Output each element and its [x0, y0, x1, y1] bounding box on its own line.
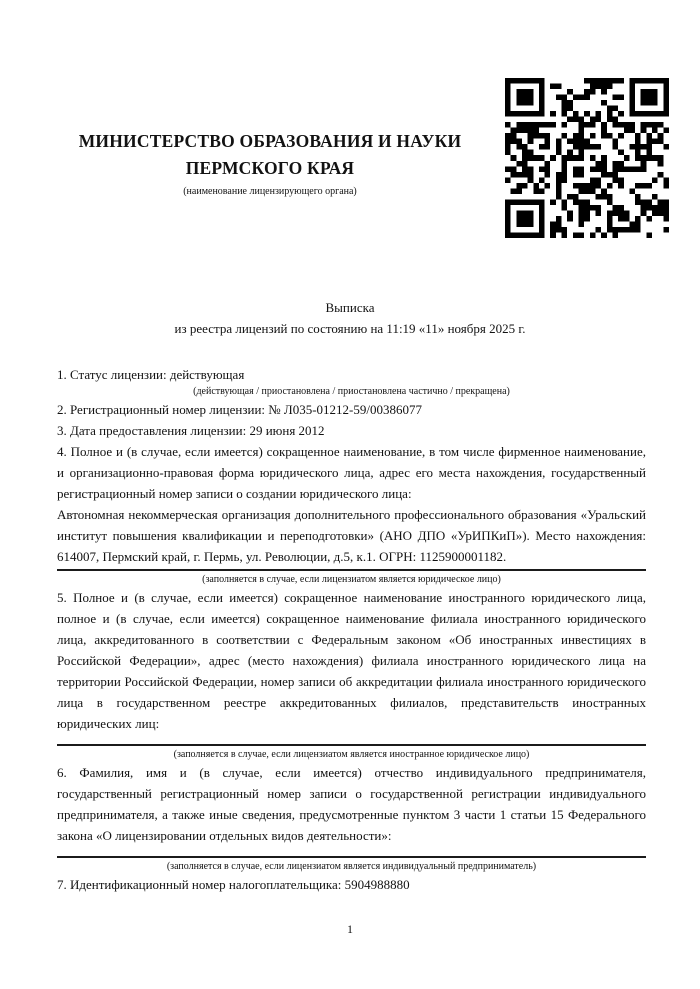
document-title — [0, 297, 700, 339]
org-name-caption: (наименование лицензирующего органа) — [183, 186, 357, 197]
document-body — [57, 364, 646, 895]
item-5-empty-value — [57, 734, 646, 744]
item-1-license-status: 1. Статус лицензии: действующая — [57, 367, 245, 382]
item-5-caption: (заполняется в случае, если лицензиатом является иностранное юридическое лицо) — [173, 749, 530, 760]
item-4-caption: (заполняется в случае, если лицензиатом является юридическое лицо) — [202, 574, 501, 585]
document-title-line1: Выписка — [325, 300, 375, 315]
item-5-fill-line — [57, 744, 646, 746]
item-5-foreign-entity-label: 5. Полное и (в случае, если имеется) сокращенное наименование иностранного юридического лица, полное и (в случае, если имеется) сокращенное наименование филиала иностранного юридического лица, аккредитованного в соответствии с Федеральным законом «Об иностранных инвестициях в Российской Федерации», адрес (место нахождения) филиала иностранного юридического лица на территории Российской Федерации, номер записи об аккредитации филиала иностранного юридического лица в государственном реестре аккредитованных филиалов, представительств иностранных юридических лиц: — [57, 590, 646, 731]
org-name-line1: МИНИСТЕРСТВО ОБРАЗОВАНИЯ И НАУКИ — [78, 131, 462, 151]
item-2-registration-number: 2. Регистрационный номер лицензии: № Л035-01212-59/00386077 — [57, 402, 423, 417]
item-6-caption: (заполняется в случае, если лицензиатом является индивидуальный предприниматель) — [166, 861, 537, 872]
org-name-line2: ПЕРМСКОГО КРАЯ — [185, 158, 355, 178]
item-6-fill-line — [57, 856, 646, 858]
item-3-license-date: 3. Дата предоставления лицензии: 29 июня 2012 — [57, 423, 325, 438]
item-6-empty-value — [57, 846, 646, 856]
licensing-authority-header — [40, 128, 500, 198]
qr-code — [505, 78, 669, 238]
item-4-fill-line — [57, 569, 646, 571]
item-6-entrepreneur-label: 6. Фамилия, имя и (в случае, если имеется) отчество индивидуального предпринимателя, государственный регистрационный номер записи о государственной регистрации индивидуального предпринимателя, а также иные сведения, предусмотренные пунктом 3 части 1 статьи 15 Федерального закона «О лицензировании отдельных видов деятельности»: — [57, 765, 646, 843]
item-7-taxpayer-number: 7. Идентификационный номер налогоплательщика: 5904988880 — [57, 877, 410, 892]
item-4-legal-entity-value: Автономная некоммерческая организация дополнительного профессионального образования «Уральский институт повышения квалификации и переподготовки» (АНО ДПО «УрИПКиП»). Место нахождения: 614007, Пермский край, г. Пермь, ул. Революции, д.5, к.1. ОГРН: 1125900001182. — [57, 507, 646, 564]
page-number: 1 — [347, 922, 353, 936]
item-1-caption: (действующая / приостановлена / приостановлена частично / прекращена) — [193, 386, 510, 397]
item-4-legal-entity-label: 4. Полное и (в случае, если имеется) сокращенное наименование, в том числе фирменное наименование, и организационно-правовая форма юридического лица, адрес его места нахождения, государственный регистрационный номер записи о создании юридического лица: — [57, 444, 646, 501]
document-title-line2: из реестра лицензий по состоянию на 11:19 «11» ноября 2025 г. — [174, 321, 526, 336]
